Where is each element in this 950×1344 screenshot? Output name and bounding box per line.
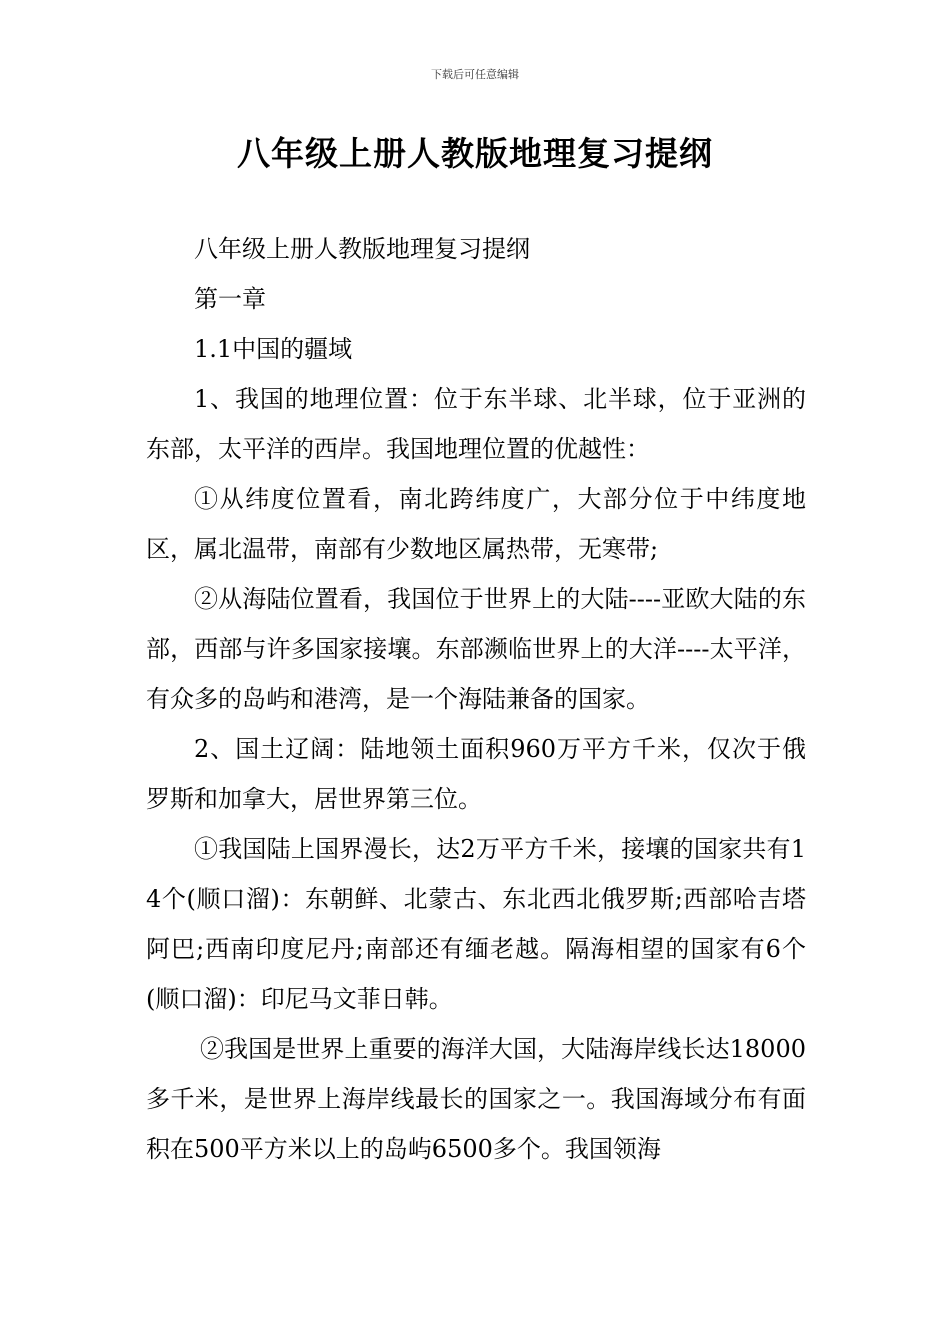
paragraph-subtitle: 八年级上册人教版地理复习提纲 bbox=[194, 235, 530, 263]
paragraph-latitude: ①从纬度位置看，南北跨纬度广，大部分位于中纬度地区，属北温带，南部有少数地区属热带，无寒带; bbox=[146, 485, 806, 563]
paragraph-location: 1、我国的地理位置：位于东半球、北半球，位于亚洲的东部，太平洋的西岸。我国地理位置的优越性： bbox=[146, 385, 806, 463]
document-body bbox=[146, 224, 806, 1174]
paragraph-borders: ①我国陆上国界漫长，达2万平方千米，接壤的国家共有14个(顺口溜)：东朝鲜、北蒙古、东北西北俄罗斯;西部哈吉塔阿巴;西南印度尼丹;南部还有缅老越。隔海相望的国家有6个(顺口溜)：印尼马文菲日韩。 bbox=[146, 835, 806, 1013]
paragraph-section: 1.1中国的疆域 bbox=[194, 335, 353, 363]
paragraph-territory: 2、国土辽阔：陆地领土面积960万平方千米，仅次于俄罗斯和加拿大，居世界第三位。 bbox=[146, 735, 806, 813]
paragraph-chapter: 第一章 bbox=[194, 285, 266, 313]
page-header-note: 下载后可任意编辑 bbox=[431, 68, 519, 81]
paragraph-ocean: ②我国是世界上重要的海洋大国，大陆海岸线长达18000多千米，是世界上海岸线最长的国家之一。我国海域分布有面积在500平方米以上的岛屿6500多个。我国领海 bbox=[146, 1035, 806, 1163]
paragraph-land-sea: ②从海陆位置看，我国位于世界上的大陆----亚欧大陆的东部，西部与许多国家接壤。东部濒临世界上的大洋----太平洋，有众多的岛屿和港湾，是一个海陆兼备的国家。 bbox=[146, 585, 806, 713]
document-title: 八年级上册人教版地理复习提纲 bbox=[237, 134, 713, 173]
